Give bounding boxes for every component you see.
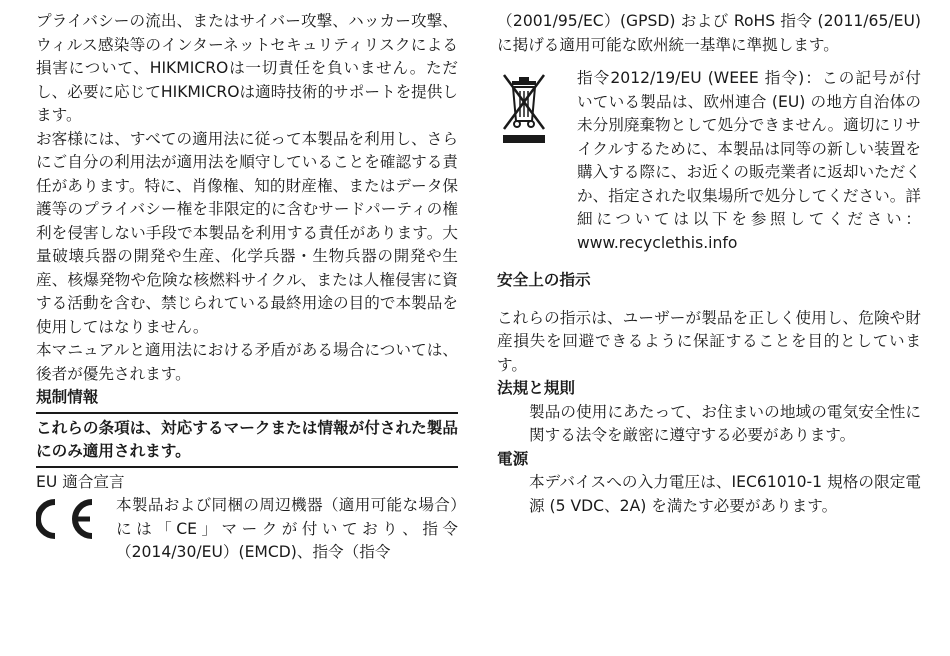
weee-section: [497, 67, 921, 255]
laws-heading: 法規と規則: [497, 379, 575, 397]
safety-intro: これらの指示は、ユーザーが製品を正しく使用し、危険や財産損失を回避できるように保証することを目的としています。: [497, 308, 921, 374]
laws-text: 製品の使用にあたって、お住まいの地域の電気安全性に関する法令を厳密に遵守する必要があります。: [529, 402, 921, 444]
ce-section: [36, 494, 458, 565]
power-text: 本デバイスへの入力電圧は、IEC61010-1 規格の限定電源 (5 VDC、2A) を満たす必要があります。: [529, 473, 921, 515]
ce-description: 本製品および同梱の周辺機器（適用可能な場合）には「CE」マークが付いており、指令（2014/30/EU）(EMCD)、指令（指令: [116, 496, 458, 561]
weee-crossed-bin-icon: [499, 71, 549, 147]
regulatory-heading: 規制情報: [36, 388, 99, 406]
privacy-paragraph: プライバシーの流出、またはサイバー攻撃、ハッカー攻撃、ウィルス感染等のインターネットセキュリティリスクによる損害について、HIKMICROは一切責任を負いません。ただし、必要に応じてHIKMICROは適時技術的サポートを提供します。: [36, 12, 458, 124]
eu-directive-continuation: （2001/95/EC）(GPSD) および RoHS 指令 (2011/65/EU) に掲げる適用可能な欧州統一基準に準拠します。: [497, 12, 921, 54]
divider: [36, 412, 458, 414]
ce-mark-icon: [36, 498, 98, 540]
eu-heading: EU 適合宣言: [36, 472, 125, 491]
law-compliance-paragraph: お客様には、すべての適用法に従って本製品を利用し、さらにご自分の利用法が適用法を順守していることを確認する責任があります。特に、肖像権、知的財産権、またはデータ保護等のプライバシー権を非限定的に含むサードパーティの権利を侵害しない手段で本製品を利用する責任があります。大量破壊兵器の開発や生産、化学兵器・生物兵器の開発や生産、核爆発物や危険な核燃料サイクル、または人権侵害に資する活動を含む、禁じられている最終用途の目的で本製品を使用してはなりません。: [36, 129, 458, 336]
left-column: [36, 10, 458, 565]
regulatory-notice: これらの条項は、対応するマークまたは情報が付された製品にのみ適用されます。: [36, 418, 458, 460]
safety-heading: 安全上の指示: [497, 271, 591, 289]
divider: [36, 466, 458, 468]
power-heading: 電源: [497, 449, 529, 468]
conflict-paragraph: 本マニュアルと適用法における矛盾がある場合については、後者が優先されます。: [36, 341, 458, 383]
right-column: [497, 10, 921, 518]
weee-description: 指令2012/19/EU (WEEE 指令)：この記号が付いている製品は、欧州連合 (EU) の地方自治体の未分別廃棄物として処分できません。適切にリサイクルするために、本製品は同等の新しい装置を購入する際に、お近くの販売業者に返却いただくか、指定された収集場所で処分してください。詳細については以下を参照してください：www.recyclethis.info: [577, 69, 921, 252]
